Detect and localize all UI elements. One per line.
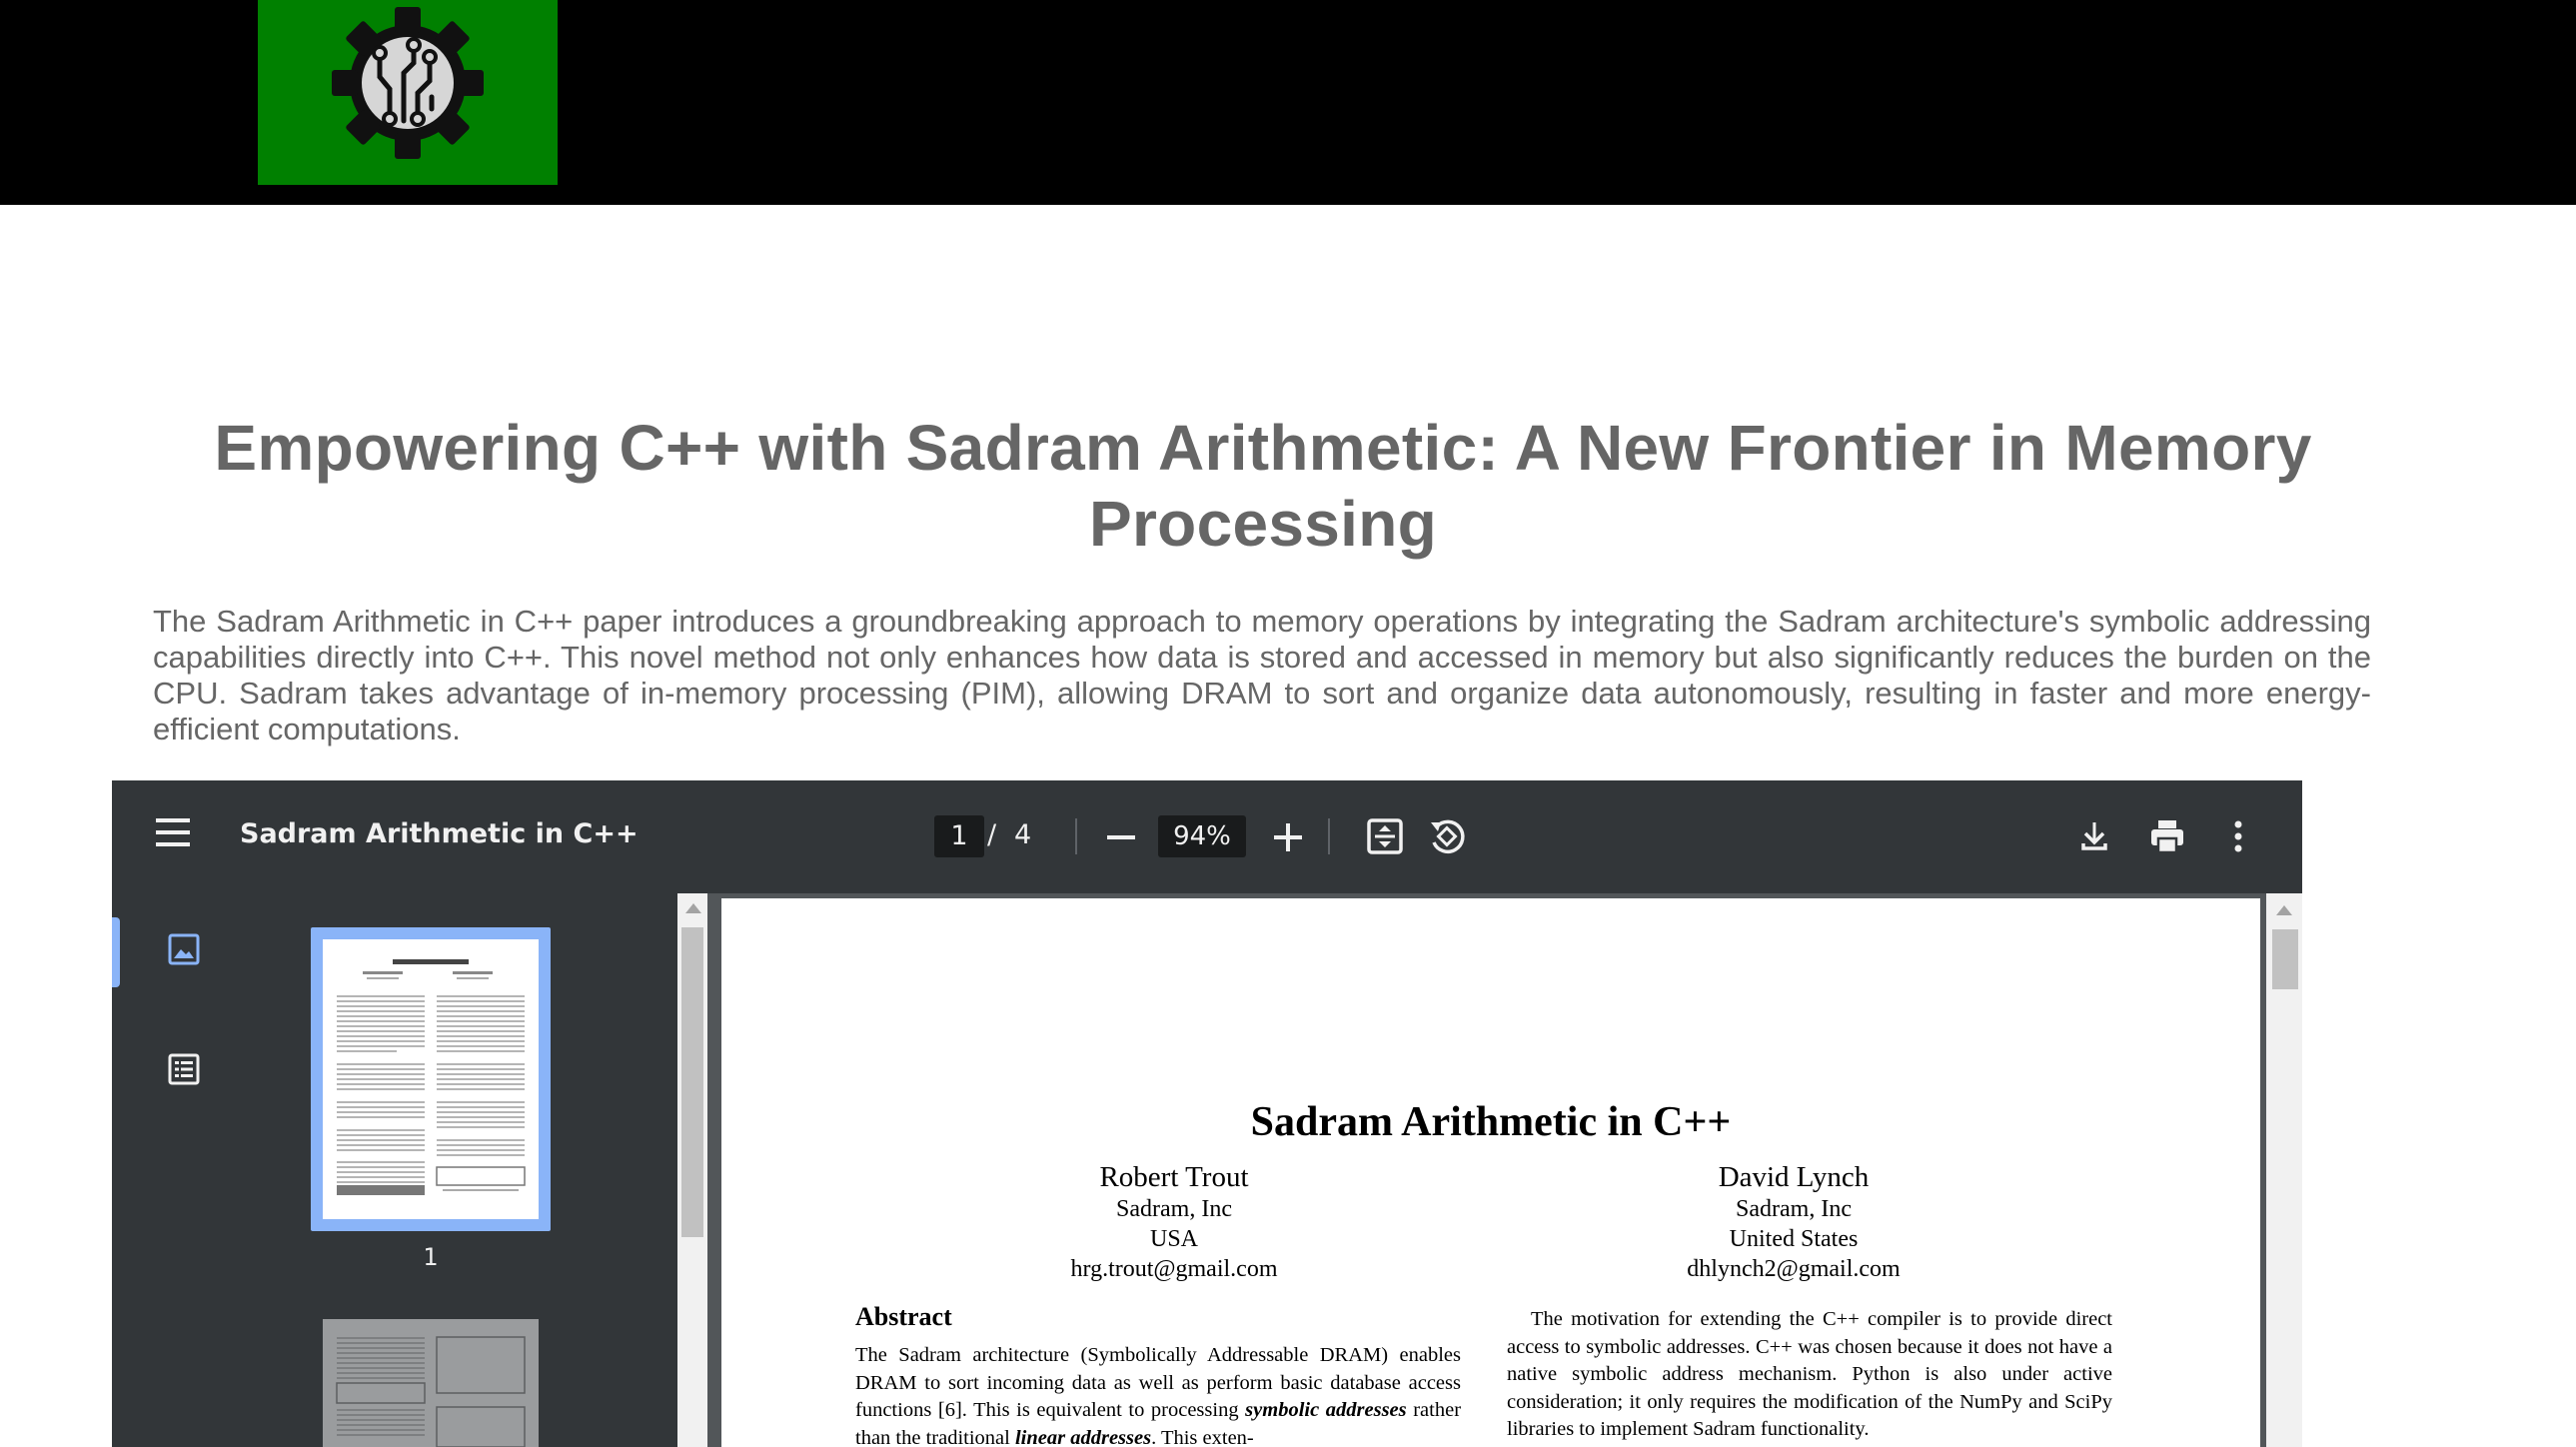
page-thumbnail-1[interactable] (323, 939, 539, 1219)
author-email: hrg.trout@gmail.com (1070, 1256, 1278, 1282)
intro-column-text: The motivation for extending the C++ compiler is to provide direct access to symbolic addresses. C++ was chosen because it does not have a native symbolic address mechanism. Python is also under active consideration; it only requires the modification of the NumPy and SciPy libraries to implement Sadram functionality. (1507, 1308, 2112, 1440)
author-country: USA (1149, 1226, 1198, 1252)
abstract-heading: Abstract (855, 1302, 952, 1331)
site-logo[interactable] (258, 0, 558, 185)
zoom-out-icon[interactable] (1103, 817, 1139, 857)
pdf-page (721, 898, 2260, 1447)
more-options-icon[interactable] (2216, 814, 2260, 858)
author-email: dhlynch2@gmail.com (1687, 1256, 1901, 1282)
document-title: Sadram Arithmetic in C++ (240, 818, 639, 849)
author-block (1484, 1160, 2103, 1284)
page-separator: / (987, 819, 997, 850)
print-icon[interactable] (2145, 814, 2189, 858)
author-country: United States (1729, 1226, 1859, 1252)
page-number-input[interactable]: 1 (934, 815, 984, 857)
thumbnails-icon[interactable] (164, 929, 204, 969)
abstract-text: The Sadram architecture (Symbolically Addressable DRAM) enables DRAM to sort incoming data as well as perform basic database access functions [6]. This is equivalent to processing symbolic addresses rather than the traditional linear addresses. This exten- (855, 1344, 1462, 1447)
rotate-icon[interactable] (1425, 814, 1469, 858)
toolbar-divider (1328, 818, 1330, 854)
document-scrollbar[interactable] (2266, 893, 2302, 1447)
circuit-gear-icon (258, 0, 558, 185)
page-thumbnail-2[interactable] (323, 1319, 539, 1447)
author-name: Robert Trout (1099, 1161, 1249, 1193)
site-header (0, 0, 2576, 205)
author-name: David Lynch (1718, 1161, 1870, 1193)
author-org: Sadram, Inc (1116, 1196, 1232, 1222)
sidebar-scrollbar[interactable] (677, 893, 707, 1447)
page-count: 4 (1014, 819, 1032, 850)
pdf-sidebar (112, 893, 677, 1447)
author-org: Sadram, Inc (1736, 1196, 1852, 1222)
download-icon[interactable] (2072, 814, 2116, 858)
intro-paragraph: The Sadram Arithmetic in C++ paper introduces a groundbreaking approach to memory operations by integrating the Sadram architecture's symbolic addressing capabilities directly into C++. This novel method not only enhances how data is stored and accessed in memory but also significantly reduces the burden on the CPU. Sadram takes advantage of in-memory processing (PIM), allowing DRAM to sort and organize data autonomously, resulting in faster and more energy-efficient computations. (153, 604, 2371, 746)
fit-page-icon[interactable] (1363, 814, 1407, 858)
pdf-toolbar (112, 780, 2302, 893)
outline-icon[interactable] (164, 1049, 204, 1089)
active-tab-indicator (112, 917, 120, 987)
zoom-in-icon[interactable] (1268, 817, 1308, 857)
page-title: Empowering C++ with Sadram Arithmetic: A New Frontier in Memory Processing (214, 412, 2312, 560)
menu-icon[interactable] (156, 818, 196, 854)
pdf-viewer (112, 780, 2302, 1447)
zoom-level-input[interactable]: 94% (1158, 815, 1246, 857)
author-block (864, 1160, 1484, 1284)
toolbar-divider (1075, 818, 1077, 854)
paper-title: Sadram Arithmetic in C++ (1250, 1099, 1732, 1145)
thumbnail-page-label: 1 (423, 1243, 439, 1271)
